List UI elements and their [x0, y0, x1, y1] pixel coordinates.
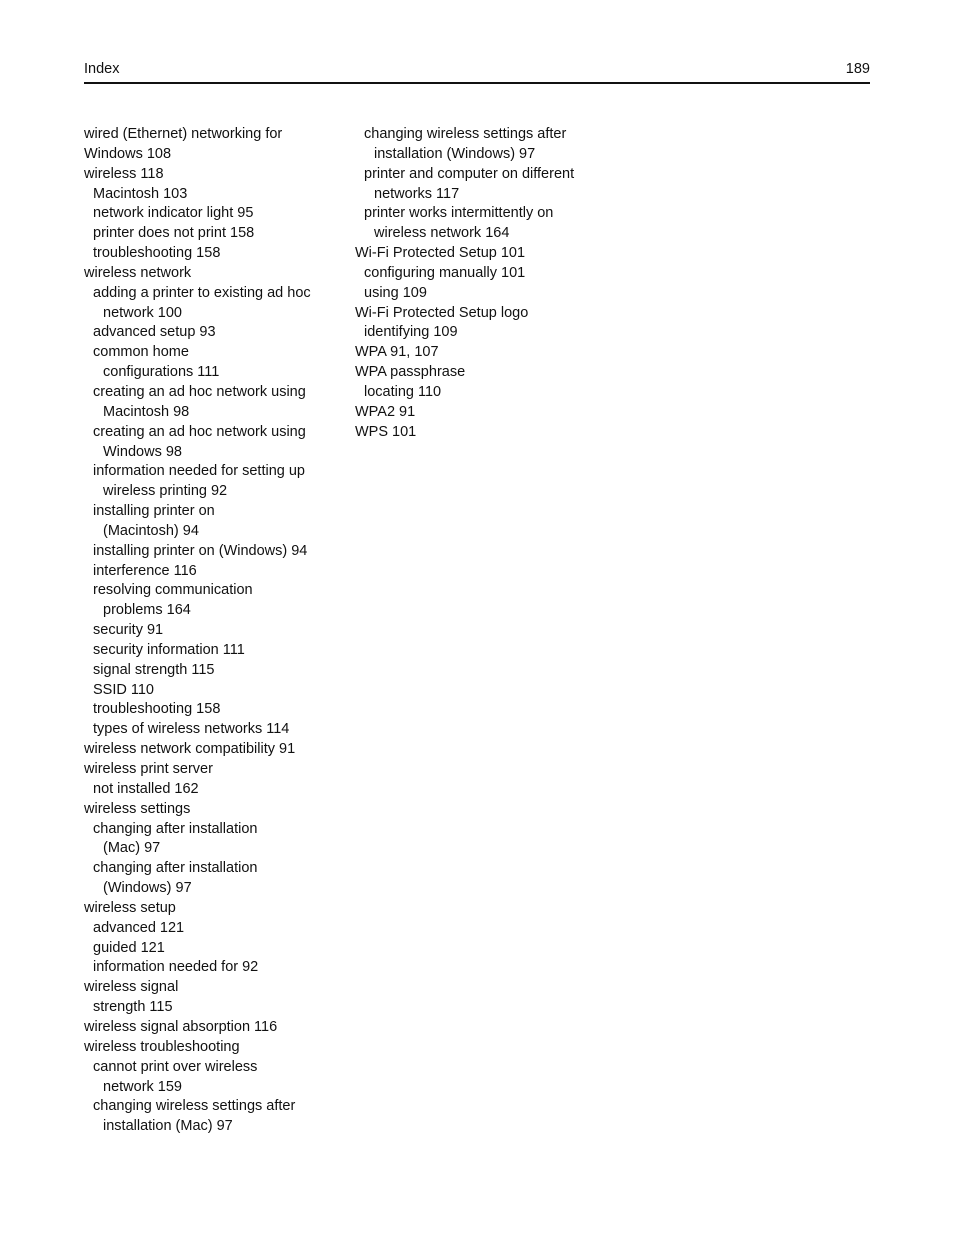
index-subentry: locating 110 [364, 383, 442, 400]
index-subentry: network 100 [103, 304, 182, 321]
index-entry: WPA passphrase [355, 364, 466, 381]
index-entry: wireless print server [84, 761, 213, 777]
index-entry: wireless troubleshooting [84, 1038, 240, 1055]
index-entry: wireless settings [84, 800, 191, 817]
index-subentry: Macintosh 103 [93, 185, 188, 202]
index-subentry: adding a printer to existing ad hoc [93, 284, 311, 301]
index-subentry: information needed for 92 [93, 959, 259, 976]
index-subentry: guided 121 [93, 939, 165, 956]
index-subentry: changing after installation [93, 860, 258, 877]
index-subentry: installing printer on [93, 503, 215, 520]
index-subentry: security 91 [93, 622, 164, 639]
index-subentry: (Macintosh) 94 [103, 522, 199, 539]
index-subentry: advanced 121 [93, 919, 185, 936]
index-subentry: interference 116 [93, 562, 197, 579]
index-entry: wireless setup [84, 899, 176, 916]
index-subentry: Windows 98 [103, 443, 182, 460]
index-subentry: SSID 110 [93, 681, 154, 698]
index-subentry: network 159 [103, 1078, 182, 1095]
page-number: 189 [845, 61, 870, 77]
index-subentry: changing wireless settings after [93, 1098, 296, 1115]
index-subentry: strength 115 [93, 999, 173, 1016]
page-header [84, 60, 870, 84]
index-subentry: networks 117 [374, 185, 460, 202]
index-subentry: network indicator light 95 [93, 205, 254, 222]
index-subentry: configuring manually 101 [364, 264, 526, 281]
index-entry: wireless signal absorption 116 [84, 1018, 278, 1035]
index-subentry: creating an ad hoc network using [93, 383, 306, 400]
index-entry: WPA 91, 107 [355, 344, 439, 361]
index-entry: wireless signal [84, 979, 179, 996]
index-subentry: not installed 162 [93, 780, 199, 797]
index-column-left [84, 125, 344, 1137]
index-subentry: cannot print over wireless [93, 1058, 258, 1075]
index-subentry: security information 111 [93, 641, 245, 658]
index-entry: WPA2 91 [355, 403, 416, 420]
index-subentry: advanced setup 93 [93, 324, 216, 341]
index-subentry: (Windows) 97 [103, 880, 192, 897]
index-subentry: resolving communication [93, 582, 253, 599]
index-column-right [355, 125, 615, 443]
index-subentry: wireless network 164 [374, 225, 510, 242]
index-entry: wireless network compatibility 91 [84, 741, 296, 758]
index-subentry: signal strength 115 [93, 661, 215, 678]
index-subentry: troubleshooting 158 [93, 245, 221, 262]
index-entry: wired (Ethernet) networking for [84, 126, 283, 142]
index-subentry: changing after installation [93, 820, 258, 837]
index-subentry: wireless printing 92 [103, 483, 228, 500]
index-subentry: configurations 111 [103, 364, 220, 381]
index-subentry: identifying 109 [364, 324, 458, 341]
index-entry: Windows 108 [84, 145, 172, 162]
index-subentry: printer and computer on different [364, 165, 575, 182]
index-subentry: changing wireless settings after [364, 126, 567, 142]
index-entry: WPS 101 [355, 423, 417, 440]
index-subentry: common home [93, 344, 189, 361]
index-subentry: using 109 [364, 284, 427, 301]
index-entry: wireless network [84, 264, 192, 281]
index-subentry: installation (Mac) 97 [103, 1118, 233, 1135]
index-subentry: information needed for setting up [93, 463, 305, 480]
index-subentry: problems 164 [103, 602, 191, 619]
index-subentry: printer works intermittently on [364, 205, 554, 222]
index-subentry: installing printer on (Windows) 94 [93, 542, 308, 559]
index-subentry: Macintosh 98 [103, 403, 190, 420]
section-title: Index [84, 61, 120, 77]
index-entry: wireless 118 [84, 165, 164, 182]
index-subentry: (Mac) 97 [103, 840, 161, 857]
index-entry: Wi-Fi Protected Setup 101 [355, 245, 526, 262]
index-subentry: installation (Windows) 97 [374, 145, 536, 162]
index-entry: Wi-Fi Protected Setup logo [355, 304, 529, 321]
index-subentry: creating an ad hoc network using [93, 423, 306, 440]
index-subentry: troubleshooting 158 [93, 701, 221, 718]
index-subentry: types of wireless networks 114 [93, 721, 290, 738]
index-subentry: printer does not print 158 [93, 225, 255, 242]
